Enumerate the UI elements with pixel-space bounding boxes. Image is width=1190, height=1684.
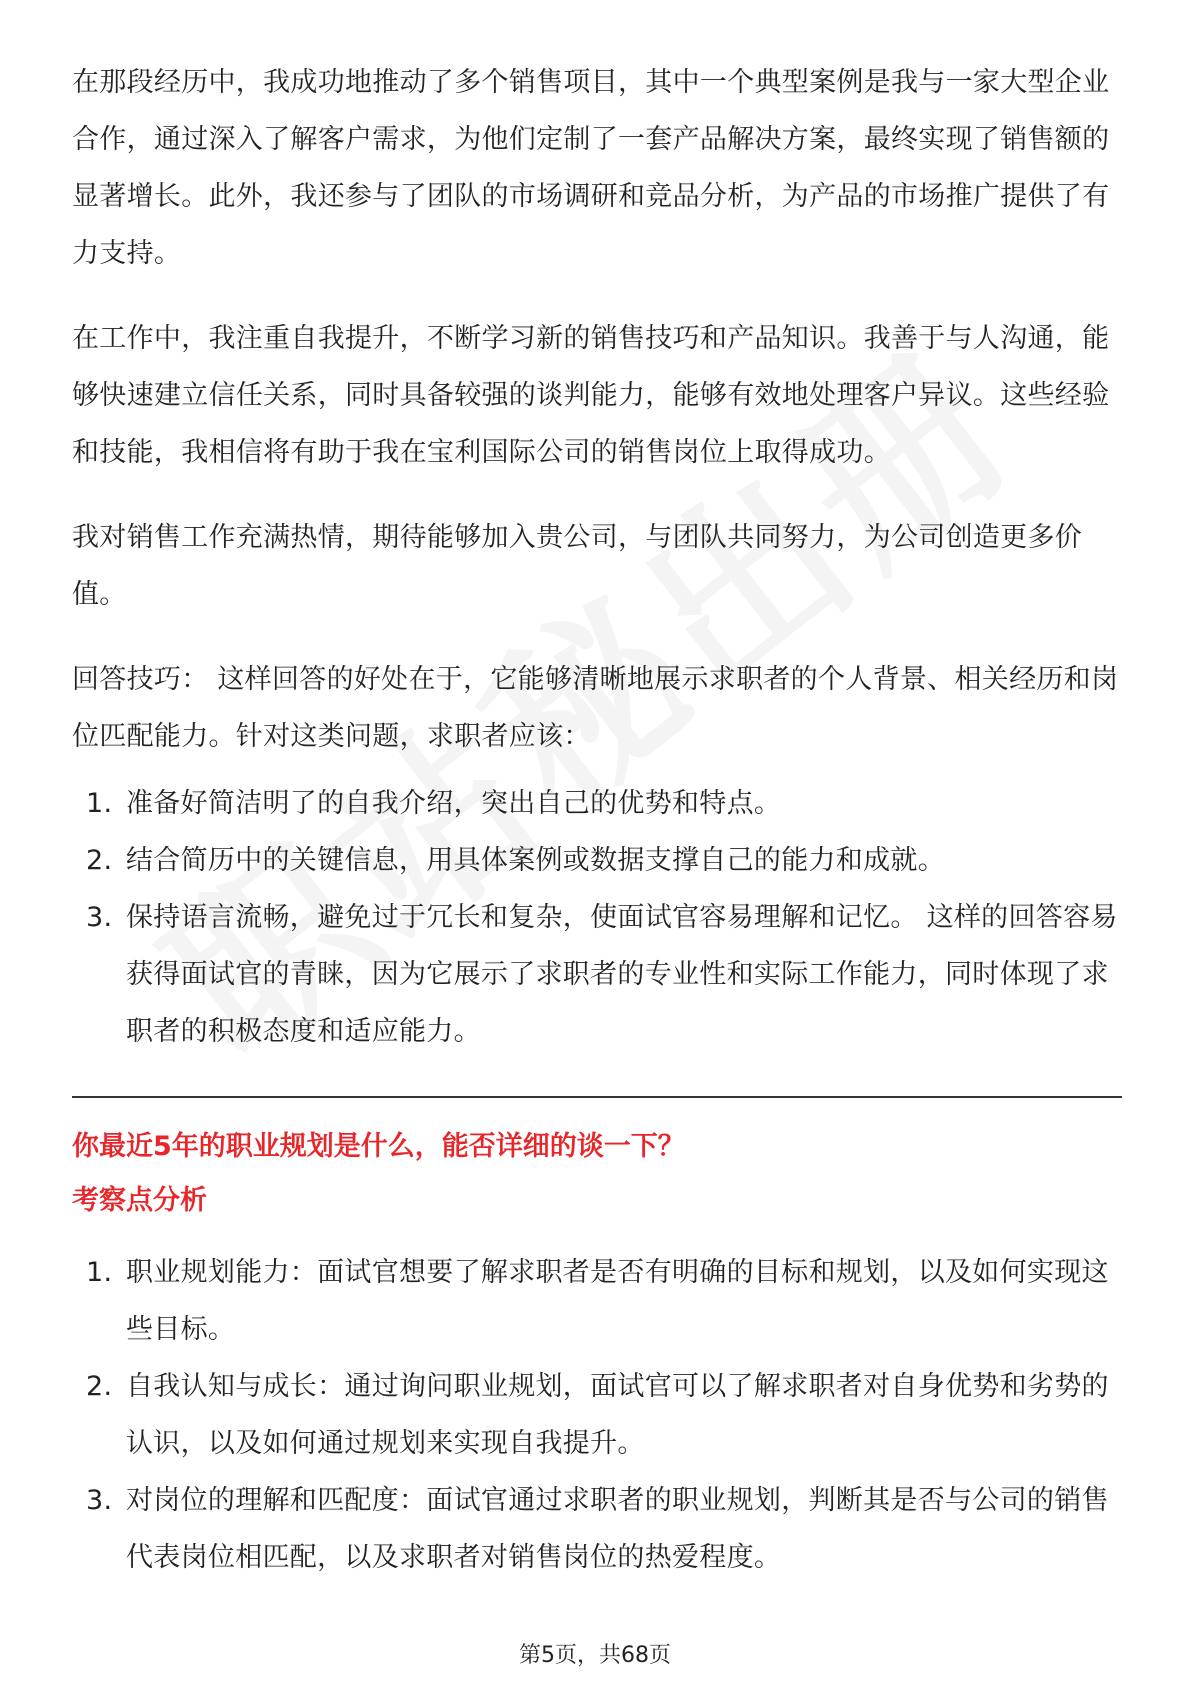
list-number: 3. (86, 902, 113, 933)
list-number: 1. (86, 1257, 113, 1288)
list-number: 1. (86, 788, 113, 819)
list-item-text: 职业规划能力：面试官想要了解求职者是否有明确的目标和规划，以及如何实现这些目标。 (126, 1257, 1109, 1345)
list-item (72, 1244, 1122, 1358)
paragraph-passion: 我对销售工作充满热情，期待能够加入贵公司，与团队共同努力，为公司创造更多价值。 (72, 522, 1083, 610)
list-item-text: 保持语言流畅，避免过于冗长和复杂，使面试官容易理解和记忆。 这样的回答容易获得面试官的青睐，因为它展示了求职者的专业性和实际工作能力，同时体现了求职者的积极态度和适应能力。 (126, 902, 1118, 1047)
section-divider (72, 1096, 1122, 1098)
list-item (72, 775, 1122, 832)
analysis-list (72, 1244, 1122, 1586)
page-content (72, 54, 1122, 1586)
list-number: 2. (86, 1371, 113, 1402)
list-item (72, 832, 1122, 889)
list-item-text: 对岗位的理解和匹配度：面试官通过求职者的职业规划，判断其是否与公司的销售代表岗位相匹配，以及求职者对销售岗位的热爱程度。 (126, 1485, 1109, 1573)
list-item (72, 889, 1122, 1060)
list-item-text: 自我认知与成长：通过询问职业规划，面试官可以了解求职者对自身优势和劣势的认识，以及如何通过规划来实现自我提升。 (126, 1371, 1109, 1459)
list-item-text: 结合简历中的关键信息，用具体案例或数据支撑自己的能力和成就。 (126, 845, 945, 876)
page-number-footer: 第5页，共68页 (519, 1643, 671, 1668)
paragraph-answer-tips: 回答技巧： 这样回答的好处在于，它能够清晰地展示求职者的个人背景、相关经历和岗位匹配能力。针对这类问题，求职者应该： (72, 664, 1119, 752)
list-number: 3. (86, 1485, 113, 1516)
list-number: 2. (86, 845, 113, 876)
question-heading: 你最近5年的职业规划是什么，能否详细的谈一下？ (72, 1131, 685, 1162)
list-item (72, 1358, 1122, 1472)
list-item-text: 准备好简洁明了的自我介绍，突出自己的优势和特点。 (126, 788, 782, 819)
tips-list (72, 775, 1122, 1060)
paragraph-experience: 在那段经历中，我成功地推动了多个销售项目，其中一个典型案例是我与一家大型企业合作，通过深入了解客户需求，为他们定制了一套产品解决方案，最终实现了销售额的显著增长。此外，我还参与了团队的市场调研和竞品分析，为产品的市场推广提供了有力支持。 (72, 67, 1110, 269)
analysis-heading: 考察点分析 (72, 1185, 207, 1216)
paragraph-skills: 在工作中，我注重自我提升，不断学习新的销售技巧和产品知识。我善于与人沟通，能够快速建立信任关系，同时具备较强的谈判能力，能够有效地处理客户异议。这些经验和技能，我相信将有助于我在宝利国际公司的销售岗位上取得成功。 (72, 323, 1110, 468)
list-item (72, 1472, 1122, 1586)
